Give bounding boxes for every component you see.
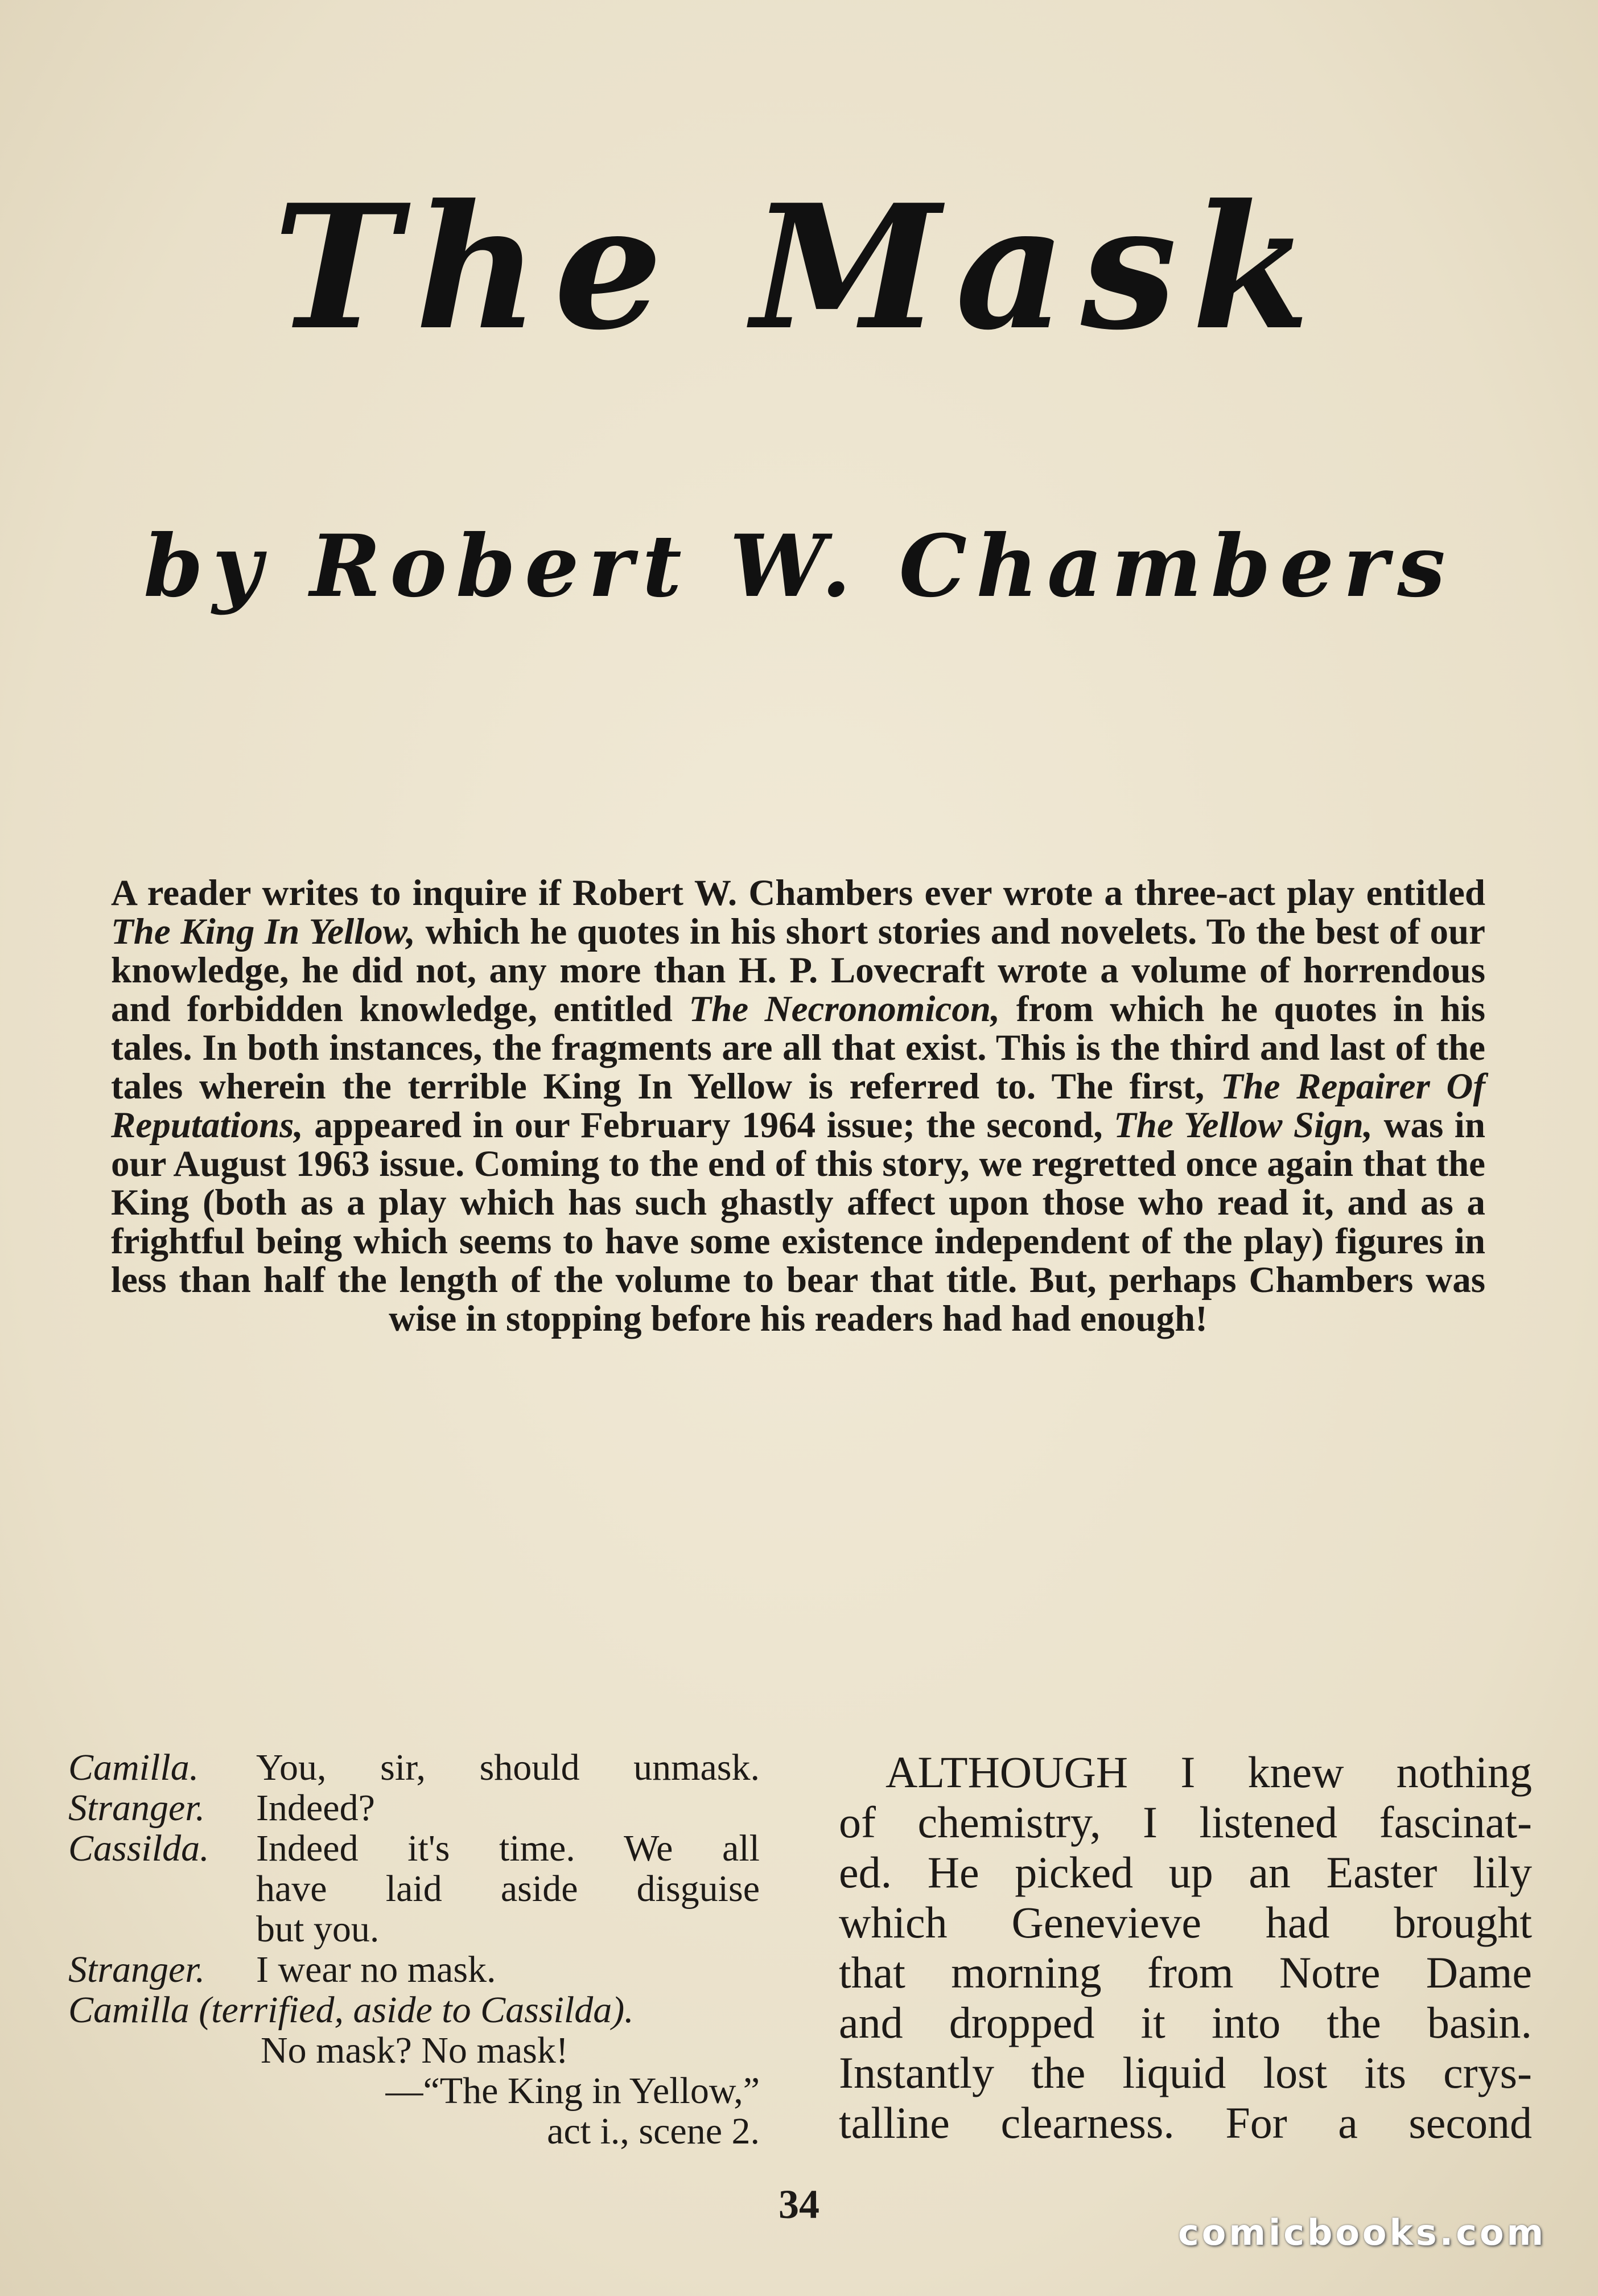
body-line: that morning from Notre Dame xyxy=(839,1948,1532,1997)
intro-text: A reader writes to inquire if Robert W. Chambers ever wrote a three-act play entitled xyxy=(111,873,1485,914)
speaker-name xyxy=(68,1909,256,1949)
intro-title-yellow-sign: The Yellow Sign, xyxy=(1114,1105,1373,1146)
epigraph-line xyxy=(68,1828,760,1869)
epigraph xyxy=(68,1747,760,2151)
watermark: comicbooks.com xyxy=(1178,2212,1547,2253)
epigraph-line xyxy=(68,1909,760,1949)
byline: by Robert W. Chambers xyxy=(143,516,1455,616)
intro-title-repairer: The Repairer Of Reputations, xyxy=(111,1066,1486,1146)
body-line: ed. He picked up an Easter lily xyxy=(839,1848,1532,1897)
speaker-name: Stranger. xyxy=(68,1949,205,1990)
body-line: ALTHOUGH I knew nothing xyxy=(886,1747,1532,1797)
intro-title-king-in-yellow: The King In Yellow, xyxy=(111,911,415,952)
epigraph-line xyxy=(68,1747,760,1788)
intro-title-necronomicon: The Necronomicon, xyxy=(689,989,1000,1030)
editor-intro xyxy=(111,874,1485,1338)
body-line: Instantly the liquid lost its crys- xyxy=(839,2048,1532,2097)
story-title: The Mask xyxy=(273,167,1325,368)
epigraph-line xyxy=(68,1869,760,1909)
page-number: 34 xyxy=(779,2182,819,2227)
speaker-name xyxy=(68,1869,256,1909)
speech-text: have laid aside disguise xyxy=(256,1868,760,1910)
speaker-name: Camilla. xyxy=(68,1747,199,1788)
speech-text: but you. xyxy=(256,1908,380,1950)
story-body-column xyxy=(839,1747,1532,2148)
speaker-name: Cassilda. xyxy=(68,1828,209,1869)
speech-text: Indeed it's time. We all xyxy=(256,1828,760,1869)
speaker-name: Stranger. xyxy=(68,1787,205,1829)
speech-text: I wear no mask. xyxy=(256,1949,496,1990)
body-line: and dropped it into the basin. xyxy=(839,1998,1532,2047)
intro-text: from which he quotes in his tales. In both instances, the fragments are all that exist. This is the third and last of the tales wherein the terrible King In Yellow is referred to. The first, xyxy=(111,989,1485,1107)
body-line: talline clearness. For a second xyxy=(839,2098,1532,2147)
stage-direction: Camilla (terrified, aside to Cassilda). xyxy=(68,1989,634,2031)
speech-text: Indeed? xyxy=(256,1787,375,1829)
intro-text: appeared in our February 1964 issue; the second, xyxy=(303,1105,1114,1146)
speech-text: You, sir, should unmask. xyxy=(256,1747,760,1788)
intro-text: which he quotes in his short stories and novelets. To the best of our knowledge, he did not, any more than H. P. Lovecraft wrote a volume of horrendous and forbidden knowledge, entitled xyxy=(111,911,1485,1030)
epigraph-act: act i., scene 2. xyxy=(547,2110,760,2152)
body-line: of chemistry, I listened fascinat- xyxy=(839,1797,1532,1847)
body-line: which Genevieve had brought xyxy=(839,1898,1532,1947)
epigraph-source: —“The King in Yellow,” xyxy=(385,2070,760,2112)
epigraph-line xyxy=(68,1788,760,1828)
epigraph-reply: No mask? No mask! xyxy=(261,2030,569,2071)
intro-text: was in our August 1963 issue. Coming to the end of this story, we regretted once again that the King (both as a play which has such ghastly affect upon those who read it, and as a frightful being which seems to have some existence independent of the play) figures in less than half the length of the volume to bear that title. But, perhaps Chambers was wise in stopping before his readers had had enough! xyxy=(111,1105,1485,1339)
epigraph-line xyxy=(68,1949,760,1990)
